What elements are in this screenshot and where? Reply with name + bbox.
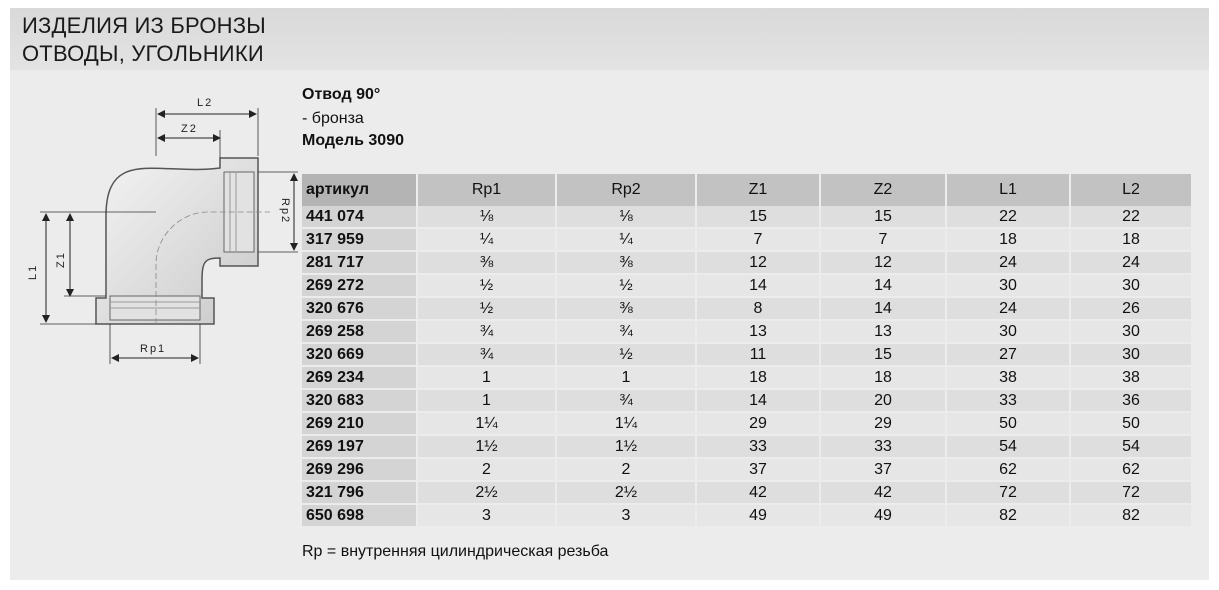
table-cell: 54: [946, 435, 1070, 458]
table-cell: 1: [556, 366, 696, 389]
table-row: [302, 435, 1192, 458]
table-cell: 1: [417, 389, 556, 412]
table-cell: 38: [1070, 366, 1192, 389]
article-number-cell: 320 676: [302, 297, 417, 320]
dim-label-z1: Z1: [55, 251, 67, 268]
table-cell: ⅛: [417, 206, 556, 228]
table-cell: 22: [946, 206, 1070, 228]
table-cell: 49: [696, 504, 820, 527]
table-cell: 42: [696, 481, 820, 504]
product-material: - бронза: [302, 110, 364, 127]
table-cell: 50: [946, 412, 1070, 435]
article-number-cell: 320 683: [302, 389, 417, 412]
product-model: Модель 3090: [302, 132, 404, 149]
table-cell: ½: [556, 343, 696, 366]
article-number-cell: 650 698: [302, 504, 417, 527]
table-cell: 18: [696, 366, 820, 389]
dim-label-rp2: Rp2: [279, 198, 291, 225]
table-row: [302, 481, 1192, 504]
table-row: [302, 274, 1192, 297]
column-header: Z1: [696, 174, 820, 206]
dim-label-l2: L2: [197, 97, 214, 109]
header-title-line1: ИЗДЕЛИЯ ИЗ БРОНЗЫ: [22, 13, 266, 38]
table-cell: 2: [417, 458, 556, 481]
table-row: [302, 343, 1192, 366]
table-cell: 50: [1070, 412, 1192, 435]
table-cell: 22: [1070, 206, 1192, 228]
table-cell: 13: [820, 320, 946, 343]
table-cell: 33: [820, 435, 946, 458]
table-cell: 14: [820, 274, 946, 297]
table-cell: 29: [696, 412, 820, 435]
table-cell: 24: [1070, 251, 1192, 274]
table-cell: 29: [820, 412, 946, 435]
table-cell: 2½: [417, 481, 556, 504]
table-cell: 30: [946, 320, 1070, 343]
table-cell: 14: [820, 297, 946, 320]
table-row: [302, 320, 1192, 343]
table-cell: ½: [417, 274, 556, 297]
table-cell: 7: [820, 228, 946, 251]
table-cell: 8: [696, 297, 820, 320]
table-cell: 72: [1070, 481, 1192, 504]
column-header: L2: [1070, 174, 1192, 206]
table-cell: 49: [820, 504, 946, 527]
table-header-row: [302, 174, 1192, 206]
column-header: Rp1: [417, 174, 556, 206]
footnote: Rp = внутренняя цилиндрическая резьба: [302, 543, 609, 560]
table-row: [302, 228, 1192, 251]
article-number-cell: 269 258: [302, 320, 417, 343]
table-cell: 14: [696, 389, 820, 412]
table-row: [302, 366, 1192, 389]
table-cell: ⅜: [556, 297, 696, 320]
section-header: [10, 8, 1209, 70]
table-cell: 36: [1070, 389, 1192, 412]
table-cell: 2½: [556, 481, 696, 504]
article-number-cell: 269 272: [302, 274, 417, 297]
table-cell: 3: [417, 504, 556, 527]
table-cell: 13: [696, 320, 820, 343]
table-row: [302, 458, 1192, 481]
table-cell: ¾: [556, 320, 696, 343]
table-cell: 82: [1070, 504, 1192, 527]
table-cell: 1½: [417, 435, 556, 458]
table-cell: ⅛: [556, 206, 696, 228]
table-cell: ¾: [417, 320, 556, 343]
table-cell: 62: [946, 458, 1070, 481]
article-number-cell: 441 074: [302, 206, 417, 228]
article-number-cell: 269 234: [302, 366, 417, 389]
table-cell: 7: [696, 228, 820, 251]
table-body: [302, 206, 1192, 527]
table-cell: ⅜: [417, 251, 556, 274]
table-cell: ½: [556, 274, 696, 297]
elbow-drawing: [20, 86, 310, 376]
table-cell: 1½: [556, 435, 696, 458]
article-number-cell: 281 717: [302, 251, 417, 274]
table-cell: 2: [556, 458, 696, 481]
table-cell: 26: [1070, 297, 1192, 320]
table-row: [302, 504, 1192, 527]
table-cell: 24: [946, 251, 1070, 274]
dim-label-z2: Z2: [181, 123, 198, 135]
column-header: артикул: [302, 174, 417, 206]
table-cell: 82: [946, 504, 1070, 527]
table-cell: 1¼: [417, 412, 556, 435]
table-cell: 18: [1070, 228, 1192, 251]
table-cell: 62: [1070, 458, 1192, 481]
column-header: Rp2: [556, 174, 696, 206]
table-row: [302, 389, 1192, 412]
table-cell: 72: [946, 481, 1070, 504]
table-cell: 38: [946, 366, 1070, 389]
article-number-cell: 317 959: [302, 228, 417, 251]
table-cell: 12: [820, 251, 946, 274]
table-cell: 24: [946, 297, 1070, 320]
table-cell: ¼: [417, 228, 556, 251]
table-cell: ¾: [556, 389, 696, 412]
table-row: [302, 206, 1192, 228]
table-cell: ⅜: [556, 251, 696, 274]
table-cell: 42: [820, 481, 946, 504]
table-cell: 33: [696, 435, 820, 458]
table-cell: ½: [417, 297, 556, 320]
table-cell: 30: [1070, 343, 1192, 366]
table-cell: 11: [696, 343, 820, 366]
table-cell: 12: [696, 251, 820, 274]
table-cell: 15: [820, 206, 946, 228]
article-number-cell: 321 796: [302, 481, 417, 504]
table-cell: 14: [696, 274, 820, 297]
spec-table: [302, 174, 1193, 528]
table-cell: 1: [417, 366, 556, 389]
table-cell: 15: [696, 206, 820, 228]
article-number-cell: 269 197: [302, 435, 417, 458]
table-cell: 30: [1070, 274, 1192, 297]
column-header: L1: [946, 174, 1070, 206]
table-cell: 20: [820, 389, 946, 412]
article-number-cell: 269 210: [302, 412, 417, 435]
table-cell: 33: [946, 389, 1070, 412]
table-row: [302, 297, 1192, 320]
table-cell: 27: [946, 343, 1070, 366]
article-number-cell: 320 669: [302, 343, 417, 366]
table-cell: ¾: [417, 343, 556, 366]
table-cell: ¼: [556, 228, 696, 251]
table-cell: 37: [696, 458, 820, 481]
table-cell: 3: [556, 504, 696, 527]
table-cell: 18: [820, 366, 946, 389]
table-cell: 30: [1070, 320, 1192, 343]
column-header: Z2: [820, 174, 946, 206]
table-cell: 18: [946, 228, 1070, 251]
table-cell: 37: [820, 458, 946, 481]
article-number-cell: 269 296: [302, 458, 417, 481]
table-cell: 54: [1070, 435, 1192, 458]
table-row: [302, 251, 1192, 274]
table-cell: 15: [820, 343, 946, 366]
table-cell: 30: [946, 274, 1070, 297]
dim-label-l1: L1: [27, 263, 39, 280]
table-row: [302, 412, 1192, 435]
table-cell: 1¼: [556, 412, 696, 435]
header-title-line2: ОТВОДЫ, УГОЛЬНИКИ: [22, 41, 264, 66]
dim-label-rp1: Rp1: [140, 343, 167, 355]
product-title: Отвод 90°: [302, 86, 381, 103]
